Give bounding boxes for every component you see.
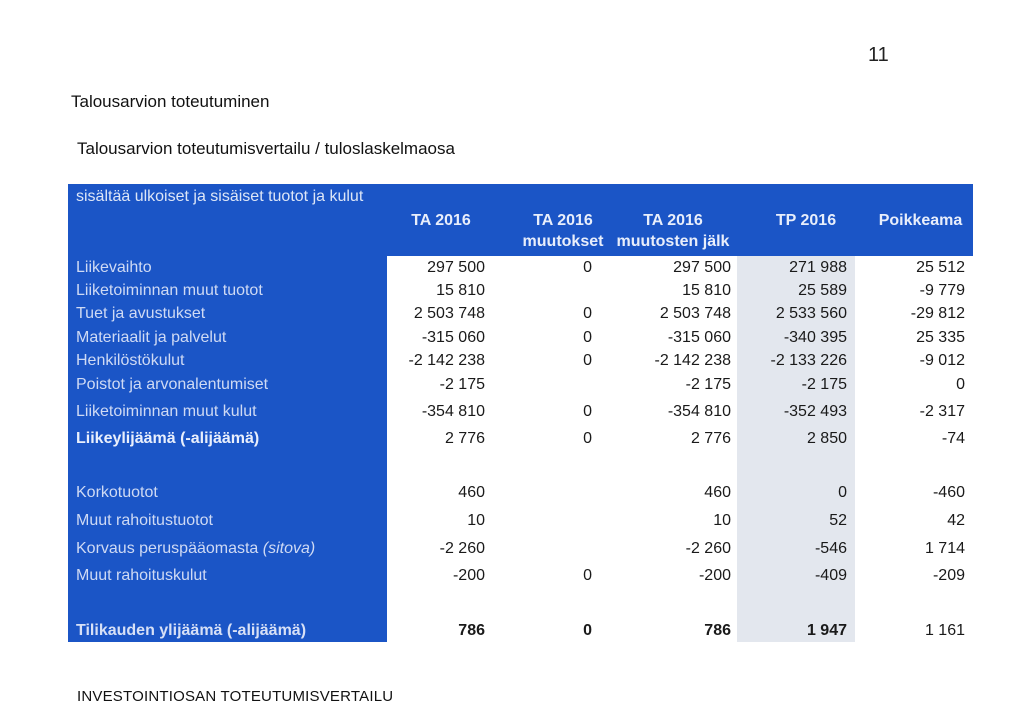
column-header-line1: TP 2016 [775,212,837,229]
cell-ta-2016: -200 [452,567,485,584]
cell-poikkeama: -460 [932,484,965,501]
cell-muutosten-jalk: -2 260 [685,540,731,557]
cell-poikkeama: 1 161 [924,622,965,639]
cell-tp-2016: 25 589 [798,282,847,299]
cell-ta-2016: 10 [467,512,485,529]
cell-muutosten-jalk: 460 [704,484,731,501]
cell-muutosten-jalk: -354 810 [667,403,731,420]
cell-muutosten-jalk: 10 [713,512,731,529]
row-label: Liikevaihto [76,259,152,276]
cell-muutokset: 0 [583,403,592,420]
row-label: Poistot ja arvonalentumiset [76,376,269,393]
cell-muutosten-jalk: 2 503 748 [659,305,731,322]
cell-ta-2016: -2 175 [439,376,485,393]
cell-tp-2016: 2 533 560 [775,305,847,322]
cell-tp-2016: 0 [838,484,847,501]
cell-muutokset: 0 [583,329,592,346]
column-header-muutokset [512,210,614,252]
column-header-line1: TA 2016 [533,212,593,229]
cell-ta-2016: 786 [458,622,485,639]
cell-tp-2016: -409 [814,567,847,584]
cell-tp-2016: 1 947 [806,622,847,639]
cell-muutokset: 0 [583,259,592,276]
cell-tp-2016: -2 133 226 [770,352,847,369]
cell-muutosten-jalk: -315 060 [667,329,731,346]
column-header-ta-2016 [393,210,489,231]
cell-poikkeama: -2 317 [919,403,965,420]
cell-ta-2016: 2 503 748 [413,305,485,322]
cell-ta-2016: -354 810 [421,403,485,420]
cell-poikkeama: 25 335 [916,329,965,346]
row-label: Korkotuotot [76,484,158,501]
cell-poikkeama: -209 [932,567,965,584]
column-header-line1: TA 2016 [643,212,703,229]
column-header-muutosten-jalk [608,210,738,252]
section-title: Talousarvion toteutumisvertailu / tuloslaskelmaosa [77,139,455,158]
cell-tp-2016: -2 175 [801,376,847,393]
cell-muutokset: 0 [583,622,592,639]
cell-poikkeama: 25 512 [916,259,965,276]
row-label: Liiketoiminnan muut tuotot [76,282,263,299]
page-number: 11 [868,44,889,66]
cell-muutokset: 0 [583,305,592,322]
cell-ta-2016: 2 776 [444,430,485,447]
row-label: Materiaalit ja palvelut [76,329,227,346]
cell-ta-2016: -315 060 [421,329,485,346]
column-header-line2: muutokset [522,233,604,250]
budget-comparison-table [68,184,973,642]
cell-ta-2016: -2 260 [439,540,485,557]
cell-ta-2016: 15 810 [436,282,485,299]
cell-poikkeama: 1 714 [924,540,965,557]
page-title: Talousarvion toteutuminen [71,92,270,111]
cell-tp-2016: 271 988 [789,259,847,276]
row-label: Liiketoiminnan muut kulut [76,403,257,420]
cell-ta-2016: 460 [458,484,485,501]
next-section-heading: INVESTOINTIOSAN TOTEUTUMISVERTAILU [77,688,394,705]
column-header-tp-2016 [758,210,854,231]
cell-poikkeama: 42 [947,512,965,529]
column-header-line1: TA 2016 [411,212,471,229]
cell-ta-2016: -2 142 238 [408,352,485,369]
cell-muutosten-jalk: 2 776 [690,430,731,447]
cell-muutokset: 0 [583,430,592,447]
cell-poikkeama: -74 [941,430,965,447]
cell-tp-2016: -340 395 [783,329,847,346]
cell-muutosten-jalk: -2 142 238 [654,352,731,369]
cell-tp-2016: -546 [814,540,847,557]
row-label: Tuet ja avustukset [76,305,206,322]
cell-muutosten-jalk: 297 500 [673,259,731,276]
column-header-line1: Poikkeama [878,212,963,229]
table-caption: sisältää ulkoiset ja sisäiset tuotot ja kulut [76,188,364,205]
cell-tp-2016: 2 850 [806,430,847,447]
cell-tp-2016: -352 493 [783,403,847,420]
cell-tp-2016: 52 [829,512,847,529]
row-label: Muut rahoitustuotot [76,512,213,529]
cell-poikkeama: -29 812 [910,305,965,322]
row-label-text: Korvaus peruspääomasta [76,540,259,557]
cell-poikkeama: -9 779 [919,282,965,299]
row-label-grand-total: Tilikauden ylijäämä (-alijäämä) [76,622,307,639]
cell-poikkeama: -9 012 [919,352,965,369]
cell-ta-2016: 297 500 [427,259,485,276]
cell-muutokset: 0 [583,567,592,584]
row-label: Muut rahoituskulut [76,567,207,584]
cell-muutosten-jalk: -200 [698,567,731,584]
row-label-note: (sitova) [262,540,316,557]
row-label [76,540,315,558]
row-label-total: Liikeylijäämä (-alijäämä) [76,430,260,447]
cell-muutosten-jalk: -2 175 [685,376,731,393]
cell-muutokset: 0 [583,352,592,369]
row-label: Henkilöstökulut [76,352,185,369]
cell-muutosten-jalk: 786 [704,622,731,639]
cell-poikkeama: 0 [956,376,965,393]
column-header-line2: muutosten jälk [616,233,730,250]
column-header-poikkeama [868,210,973,231]
cell-muutosten-jalk: 15 810 [682,282,731,299]
